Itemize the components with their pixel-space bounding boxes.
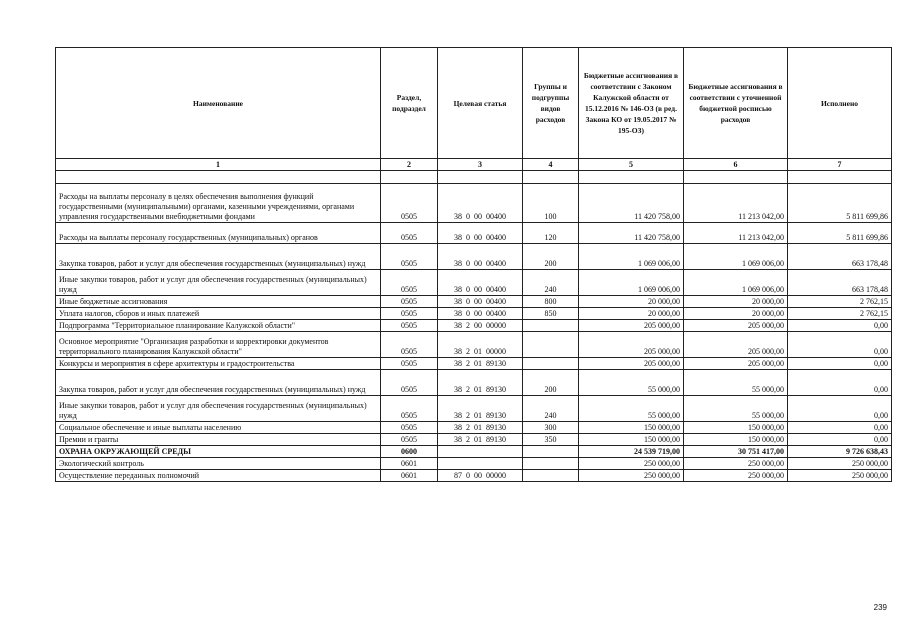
row-executed: 250 000,00: [788, 470, 892, 482]
row-name: Иные закупки товаров, работ и услуг для обеспечения государственных (муниципальных) нужд: [56, 270, 381, 296]
row-budget-law: 55 000,00: [579, 396, 684, 422]
row-budget-law: 11 420 758,00: [579, 223, 684, 244]
row-group: 850: [523, 308, 579, 320]
row-target: 87 0 00 00000: [438, 470, 523, 482]
row-budget-law: 20 000,00: [579, 308, 684, 320]
header-row: [56, 48, 892, 159]
row-target: 38 0 00 00400: [438, 270, 523, 296]
page-number: 239: [873, 603, 887, 612]
row-budget-refined: 150 000,00: [684, 422, 788, 434]
row-budget-law: 205 000,00: [579, 332, 684, 358]
table-row: [56, 422, 892, 434]
row-section: 0505: [381, 320, 438, 332]
row-executed: 9 726 638,43: [788, 446, 892, 458]
row-target: 38 2 01 89130: [438, 358, 523, 370]
row-name: Осуществление переданных полномочий: [56, 470, 381, 482]
row-executed: 0,00: [788, 320, 892, 332]
row-target: 38 2 01 89130: [438, 422, 523, 434]
column-number: 1: [56, 159, 381, 171]
table-row: [56, 446, 892, 458]
row-name: Расходы на выплаты персоналу в целях обеспечения выполнения функций государственными (муниципальными) органами, казенными учреждениями, органами управления государственными внебюджетными фондами: [56, 184, 381, 223]
row-budget-refined: 11 213 042,00: [684, 223, 788, 244]
row-target: [438, 458, 523, 470]
column-number: 6: [684, 159, 788, 171]
header-group: Группы и подгруппы видов расходов: [523, 48, 579, 159]
row-budget-refined: 11 213 042,00: [684, 184, 788, 223]
table-row: [56, 332, 892, 358]
row-group: [523, 358, 579, 370]
row-group: 100: [523, 184, 579, 223]
row-target: [438, 446, 523, 458]
row-group: [523, 446, 579, 458]
table-row: [56, 458, 892, 470]
row-section: 0601: [381, 458, 438, 470]
table-row: [56, 358, 892, 370]
row-group: 200: [523, 244, 579, 270]
row-executed: 5 811 699,86: [788, 184, 892, 223]
row-name: Премии и гранты: [56, 434, 381, 446]
row-executed: 0,00: [788, 332, 892, 358]
row-section: 0505: [381, 184, 438, 223]
table-row: [56, 184, 892, 223]
row-budget-law: 11 420 758,00: [579, 184, 684, 223]
row-executed: 0,00: [788, 358, 892, 370]
header-section: Раздел, подраздел: [381, 48, 438, 159]
row-budget-refined: 205 000,00: [684, 358, 788, 370]
row-executed: 0,00: [788, 434, 892, 446]
row-budget-refined: 20 000,00: [684, 296, 788, 308]
header-target: Целевая статья: [438, 48, 523, 159]
row-target: 38 2 01 00000: [438, 332, 523, 358]
table-row: [56, 434, 892, 446]
row-budget-law: 20 000,00: [579, 296, 684, 308]
row-budget-law: 24 539 719,00: [579, 446, 684, 458]
row-target: 38 0 00 00400: [438, 223, 523, 244]
row-name: Уплата налогов, сборов и иных платежей: [56, 308, 381, 320]
row-target: 38 0 00 00400: [438, 184, 523, 223]
row-group: 240: [523, 396, 579, 422]
row-executed: 663 178,48: [788, 270, 892, 296]
row-section: 0505: [381, 370, 438, 396]
row-target: 38 2 01 89130: [438, 396, 523, 422]
row-group: 350: [523, 434, 579, 446]
row-target: 38 2 01 89130: [438, 434, 523, 446]
row-section: 0505: [381, 422, 438, 434]
row-section: 0505: [381, 434, 438, 446]
column-number: 5: [579, 159, 684, 171]
row-section: 0600: [381, 446, 438, 458]
row-group: [523, 332, 579, 358]
table-row: [56, 370, 892, 396]
row-section: 0505: [381, 296, 438, 308]
row-budget-refined: 205 000,00: [684, 332, 788, 358]
row-budget-law: 1 069 006,00: [579, 244, 684, 270]
row-group: 300: [523, 422, 579, 434]
row-group: 120: [523, 223, 579, 244]
row-executed: 2 762,15: [788, 296, 892, 308]
row-executed: 663 178,48: [788, 244, 892, 270]
row-budget-refined: 205 000,00: [684, 320, 788, 332]
row-name: Экологический контроль: [56, 458, 381, 470]
row-target: 38 0 00 00400: [438, 308, 523, 320]
row-target: 38 0 00 00400: [438, 244, 523, 270]
row-group: [523, 458, 579, 470]
row-budget-refined: 1 069 006,00: [684, 270, 788, 296]
table-body: [56, 184, 892, 482]
row-section: 0505: [381, 244, 438, 270]
row-name: Социальное обеспечение и иные выплаты населению: [56, 422, 381, 434]
row-group: 800: [523, 296, 579, 308]
row-executed: 0,00: [788, 370, 892, 396]
row-section: 0505: [381, 270, 438, 296]
row-budget-law: 250 000,00: [579, 470, 684, 482]
row-budget-refined: 1 069 006,00: [684, 244, 788, 270]
row-section: 0505: [381, 308, 438, 320]
table-row: [56, 244, 892, 270]
row-name: Подпрограмма "Территориальное планирование Калужской области": [56, 320, 381, 332]
header-budget-refined: Бюджетные ассигнования в соответствии с уточненной бюджетной росписью расходов: [684, 48, 788, 159]
row-group: 240: [523, 270, 579, 296]
table-row: [56, 223, 892, 244]
row-executed: 0,00: [788, 396, 892, 422]
table-row: [56, 396, 892, 422]
row-section: 0505: [381, 358, 438, 370]
row-executed: 250 000,00: [788, 458, 892, 470]
row-name: ОХРАНА ОКРУЖАЮЩЕЙ СРЕДЫ: [56, 446, 381, 458]
row-name: Основное мероприятие "Организация разработки и корректировки документов территориального планирования Калужской области": [56, 332, 381, 358]
row-section: 0601: [381, 470, 438, 482]
column-number-row: [56, 159, 892, 171]
row-name: Иные бюджетные ассигнования: [56, 296, 381, 308]
budget-table: [55, 47, 892, 482]
row-group: [523, 320, 579, 332]
column-number: 2: [381, 159, 438, 171]
row-section: 0505: [381, 332, 438, 358]
row-target: 38 0 00 00400: [438, 296, 523, 308]
row-group: [523, 470, 579, 482]
table-row: [56, 296, 892, 308]
row-budget-refined: 30 751 417,00: [684, 446, 788, 458]
row-section: 0505: [381, 396, 438, 422]
row-budget-law: 150 000,00: [579, 434, 684, 446]
table-row: [56, 320, 892, 332]
row-group: 200: [523, 370, 579, 396]
column-number: 3: [438, 159, 523, 171]
row-budget-refined: 250 000,00: [684, 470, 788, 482]
row-name: Расходы на выплаты персоналу государственных (муниципальных) органов: [56, 223, 381, 244]
row-name: Иные закупки товаров, работ и услуг для обеспечения государственных (муниципальных) нужд: [56, 396, 381, 422]
row-name: Закупка товаров, работ и услуг для обеспечения государственных (муниципальных) нужд: [56, 244, 381, 270]
row-budget-refined: 150 000,00: [684, 434, 788, 446]
row-budget-law: 1 069 006,00: [579, 270, 684, 296]
row-budget-refined: 55 000,00: [684, 396, 788, 422]
row-budget-law: 55 000,00: [579, 370, 684, 396]
row-budget-law: 205 000,00: [579, 358, 684, 370]
row-budget-law: 150 000,00: [579, 422, 684, 434]
row-target: 38 2 00 00000: [438, 320, 523, 332]
row-executed: 2 762,15: [788, 308, 892, 320]
header-name: Наименование: [56, 48, 381, 159]
spacer-row: [56, 171, 892, 184]
row-section: 0505: [381, 223, 438, 244]
row-executed: 0,00: [788, 422, 892, 434]
header-executed: Исполнено: [788, 48, 892, 159]
header-budget-law: Бюджетные ассигнования в соответствии с Законом Калужской области от 15.12.2016 № 146-ОЗ (в ред. Закона КО от 19.05.2017 № 195-ОЗ): [579, 48, 684, 159]
table-row: [56, 470, 892, 482]
table-row: [56, 308, 892, 320]
row-executed: 5 811 699,86: [788, 223, 892, 244]
table-row: [56, 270, 892, 296]
column-number: 4: [523, 159, 579, 171]
row-name: Конкурсы и мероприятия в сфере архитектуры и градостроительства: [56, 358, 381, 370]
row-budget-refined: 250 000,00: [684, 458, 788, 470]
row-name: Закупка товаров, работ и услуг для обеспечения государственных (муниципальных) нужд: [56, 370, 381, 396]
column-number: 7: [788, 159, 892, 171]
row-budget-law: 205 000,00: [579, 320, 684, 332]
row-budget-refined: 20 000,00: [684, 308, 788, 320]
row-budget-law: 250 000,00: [579, 458, 684, 470]
row-target: 38 2 01 89130: [438, 370, 523, 396]
row-budget-refined: 55 000,00: [684, 370, 788, 396]
